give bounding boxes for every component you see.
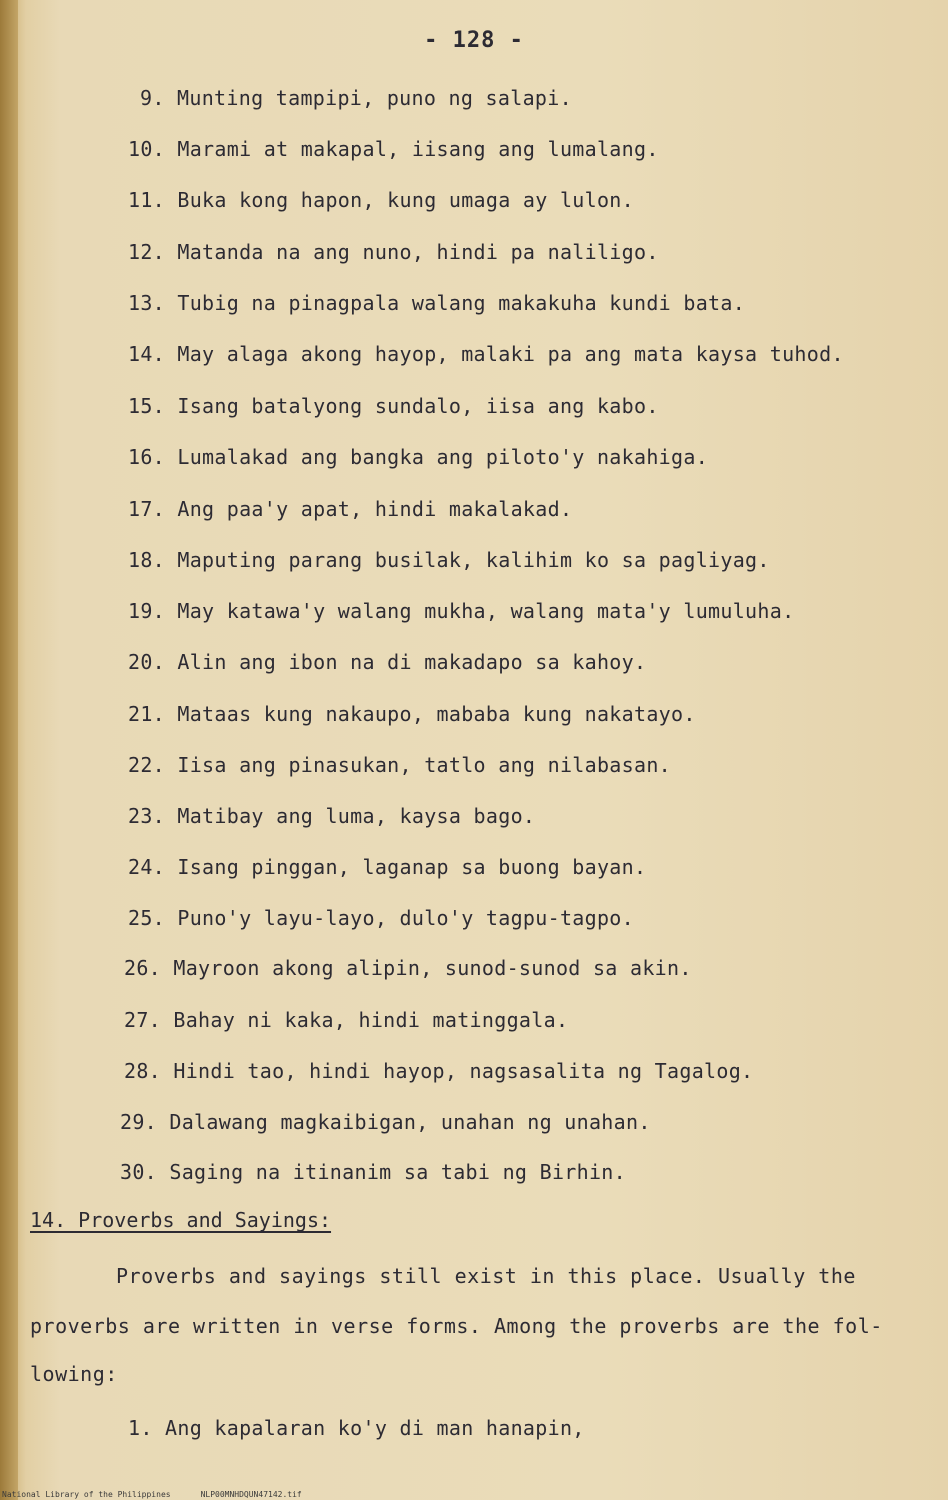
riddle-number: 11. — [128, 188, 166, 212]
footer-source: National Library of the Philippines — [2, 1490, 171, 1499]
riddle-22 — [128, 753, 671, 777]
riddle-12 — [128, 240, 659, 264]
riddle-number: 10. — [128, 137, 166, 161]
riddle-text: Isang pinggan, laganap sa buong bayan. — [177, 855, 647, 879]
riddle-10 — [128, 137, 659, 161]
riddle-14 — [128, 342, 844, 366]
paragraph-line-3: lowing: — [30, 1362, 118, 1386]
riddle-18 — [128, 548, 770, 572]
riddle-23 — [128, 804, 535, 828]
riddle-number: 19. — [128, 599, 166, 623]
proverb-text: Ang kapalaran ko'y di man hanapin, — [165, 1416, 585, 1440]
riddle-text: Mataas kung nakaupo, mababa kung nakatayo. — [177, 702, 696, 726]
riddle-15 — [128, 394, 659, 418]
riddle-19 — [128, 599, 794, 623]
page-spine-shadow — [0, 0, 18, 1500]
footer-filename: NLP00MNHDQUN47142.tif — [200, 1490, 302, 1499]
riddle-number: 29. — [120, 1110, 158, 1134]
riddle-21 — [128, 702, 696, 726]
riddle-text: Tubig na pinagpala walang makakuha kundi bata. — [177, 291, 746, 315]
riddle-number: 17. — [128, 497, 166, 521]
riddle-number: 12. — [128, 240, 166, 264]
riddle-11 — [128, 188, 634, 212]
riddle-text: Matibay ang luma, kaysa bago. — [177, 804, 536, 828]
riddle-number: 28. — [124, 1059, 162, 1083]
proverb-number: 1. — [128, 1416, 153, 1440]
riddle-text: Maputing parang busilak, kalihim ko sa pagliyag. — [177, 548, 770, 572]
riddle-text: Matanda na ang nuno, hindi pa naliligo. — [177, 240, 659, 264]
riddle-text: Dalawang magkaibigan, unahan ng unahan. — [169, 1110, 651, 1134]
riddle-text: Puno'y layu-layo, dulo'y tagpu-tagpo. — [177, 906, 634, 930]
riddle-number: 9. — [140, 86, 165, 110]
riddle-text: Isang batalyong sundalo, iisa ang kabo. — [177, 394, 659, 418]
paragraph-line-2: proverbs are written in verse forms. Among the proverbs are the fol- — [30, 1314, 883, 1338]
riddle-text: Lumalakad ang bangka ang piloto'y nakahiga. — [177, 445, 709, 469]
riddle-text: Buka kong hapon, kung umaga ay lulon. — [177, 188, 634, 212]
riddle-27 — [124, 1008, 568, 1032]
riddle-28 — [124, 1059, 753, 1083]
section-heading: 14. Proverbs and Sayings: — [30, 1208, 332, 1232]
riddle-text: Mayroon akong alipin, sunod-sunod sa akin. — [173, 956, 692, 980]
riddle-number: 16. — [128, 445, 166, 469]
riddle-number: 22. — [128, 753, 166, 777]
riddle-text: Iisa ang pinasukan, tatlo ang nilabasan. — [177, 753, 672, 777]
riddle-number: 14. — [128, 342, 166, 366]
riddle-number: 30. — [120, 1160, 158, 1184]
riddle-number: 25. — [128, 906, 166, 930]
riddle-number: 18. — [128, 548, 166, 572]
scan-footer — [2, 1490, 302, 1499]
riddle-text: Marami at makapal, iisang ang lumalang. — [177, 137, 659, 161]
riddle-number: 23. — [128, 804, 166, 828]
paragraph-line-1: Proverbs and sayings still exist in this place. Usually the — [116, 1264, 856, 1288]
riddle-number: 15. — [128, 394, 166, 418]
riddle-number: 24. — [128, 855, 166, 879]
riddle-number: 13. — [128, 291, 166, 315]
riddle-number: 27. — [124, 1008, 162, 1032]
riddle-number: 20. — [128, 650, 166, 674]
riddle-16 — [128, 445, 708, 469]
riddle-text: Hindi tao, hindi hayop, nagsasalita ng Tagalog. — [173, 1059, 754, 1083]
riddle-text: May alaga akong hayop, malaki pa ang mata kaysa tuhod. — [177, 342, 844, 366]
riddle-text: Saging na itinanim sa tabi ng Birhin. — [169, 1160, 626, 1184]
riddle-24 — [128, 855, 646, 879]
riddle-number: 26. — [124, 956, 162, 980]
riddle-20 — [128, 650, 646, 674]
riddle-17 — [128, 497, 572, 521]
riddle-text: Munting tampipi, puno ng salapi. — [177, 86, 572, 110]
riddle-text: May katawa'y walang mukha, walang mata'y lumuluha. — [177, 599, 795, 623]
riddle-30 — [120, 1160, 626, 1184]
riddle-number: 21. — [128, 702, 166, 726]
riddle-13 — [128, 291, 745, 315]
riddle-26 — [124, 956, 692, 980]
riddle-29 — [120, 1110, 651, 1134]
riddle-9 — [140, 86, 572, 110]
riddle-25 — [128, 906, 634, 930]
riddle-text: Alin ang ibon na di makadapo sa kahoy. — [177, 650, 647, 674]
page-number: - 128 - — [424, 28, 524, 53]
riddle-text: Bahay ni kaka, hindi matinggala. — [173, 1008, 569, 1032]
proverb-1 — [128, 1416, 585, 1440]
riddle-text: Ang paa'y apat, hindi makalakad. — [177, 497, 573, 521]
